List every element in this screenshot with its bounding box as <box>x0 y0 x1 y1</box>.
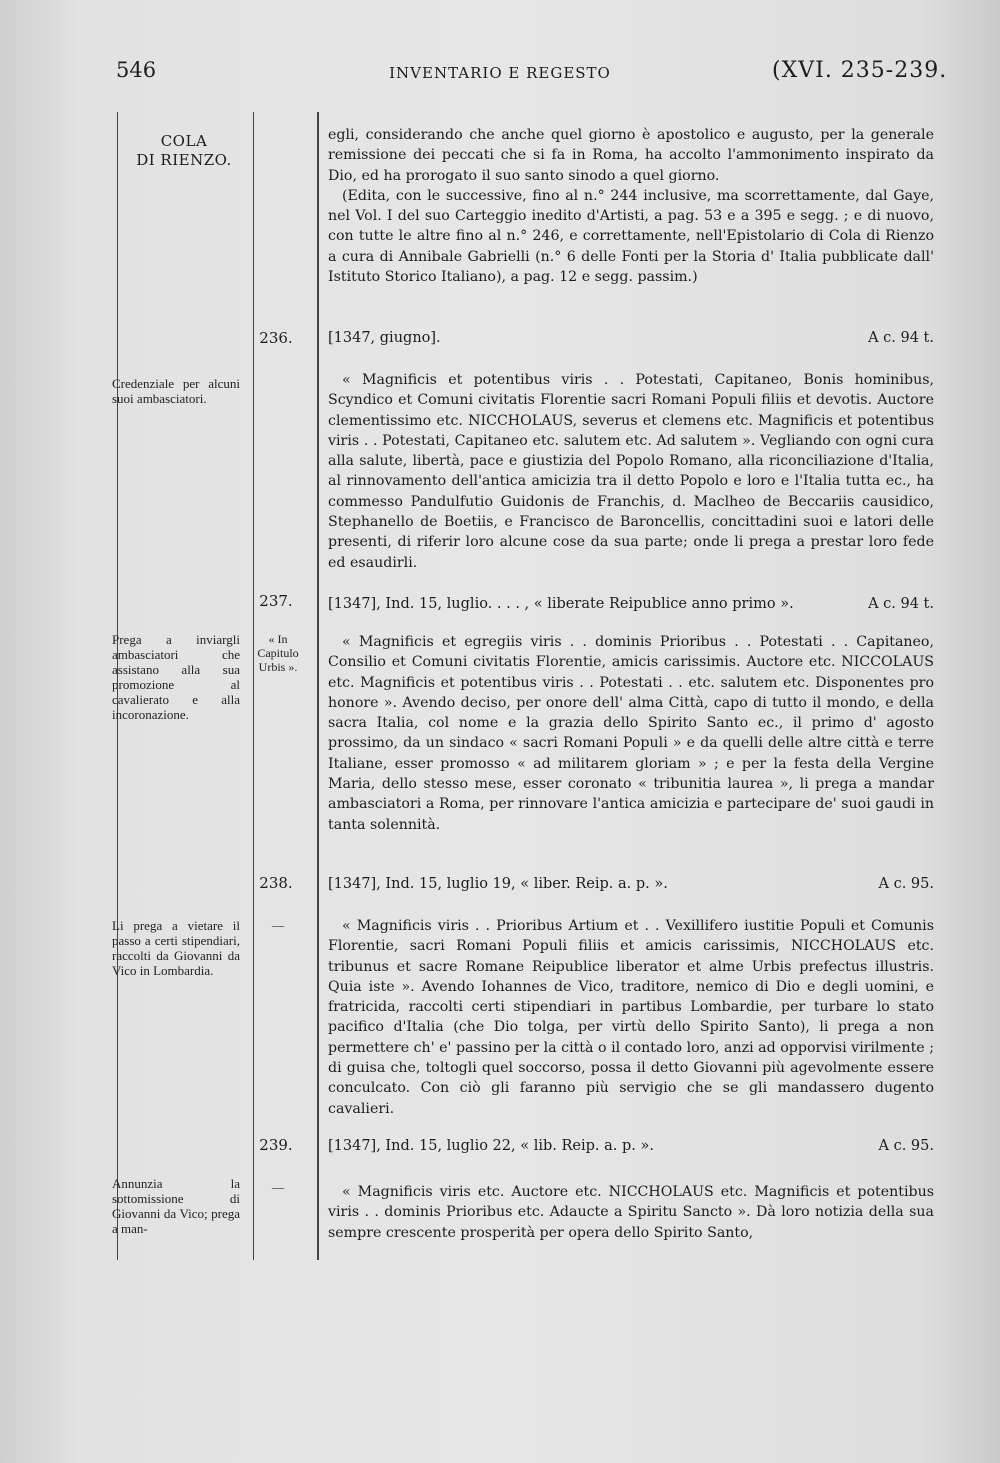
entry-text: « Magnificis et potentibus viris . . Potestati, Capitaneo, Bonis hominibus, Scyndico et Comuni civitatis Florentie sacri Romani Populi filiis et devotis. Auctore clementissimo etc. NICCHOLAUS, severus et clemens etc. Magnificis et potentibus viris . . Potestati, Capitaneo etc. salutem etc. Ad salutem ». Vegliando con ogni cura alla salute, libertà, pace e giustizia del Popolo Romano, alla riconciliazione d'Italia, al rinnovamento dell'antica amicizia tra il detto Popolo e loro e l'Italia tutta ec., ha commesso Pandulfutio Guidonis de Franchis, d. Maclheo de Beccariis causidico, Stephanello de Boetiis, e Francisco de Baroncellis, concittadini suoi e latori delle presenti, di riferir loro alcune cose da sua parte; onde li prega a prestar loro fede ed esaudirli. <box>328 372 934 571</box>
entry-summary: Annunzia la sottomissione di Giovanni da Vico; prega a man- <box>112 1176 240 1236</box>
entry-place-note: — <box>272 918 284 932</box>
entry-text: « Magnificis viris . . Prioribus Artium et . . Vexillifero iustitie Populi et Comunis Florentie, sacri Romani Populi filiis et amicis carissimis, NICCHOLAUS etc. tribunus et sacre Romane Reipublice liberator et alme Urbis prefectus illustris. Quia iste ». Avendo Iohannes de Vico, traditore, nemico di Dio e degli uomini, e fratricida, raccolti certi stipendiari in partibus Lombardie, per turbare lo stato pacifico d'Italia (che Dio tolga, per virtù dello Spirito Santo), li prega a non permettere ch' e' passino per la città o il contado loro, anzi ad opporvisi virilmente ; di guisa che, toltogli quel soccorso, possa il detto Giovanni più agevolmente essere conculcato. Con ciò gli faranno più servigio che se gli mandassero dugento cavalieri. <box>328 918 934 1117</box>
entry-summary: Credenziale per alcuni suoi ambasciatori. <box>112 376 240 406</box>
entry-date: [1347], Ind. 15, luglio 22, « lib. Reip. a. p. ». <box>328 1138 654 1154</box>
entry-date: [1347], Ind. 15, luglio 19, « liber. Reip. a. p. ». <box>328 876 668 892</box>
sidebar-title-line-2: DI RIENZO. <box>136 151 232 169</box>
continuation-block <box>328 125 934 287</box>
entry-number: 237. <box>259 592 293 610</box>
archive-reference: A c. 94 t. <box>868 596 934 612</box>
entry-heading <box>328 1138 934 1154</box>
entry-date: [1347], Ind. 15, luglio. . . . , « liberate Reipublice anno primo ». <box>328 596 794 612</box>
entry-number: 236. <box>259 329 293 347</box>
edition-note: (Edita, con le successive, fino al n.° 244 inclusive, ma scorrettamente, dal Gaye, nel Vol. I del suo Carteggio inedito d'Artisti, a pag. 53 e a 395 e segg. ; e di nuovo, con tutte le altre fino al n.° 246, e correttamente, nell'Epistolario di Cola di Rienzo a cura di Annibale Gabrielli (n.° 6 delle Fonti per la Storia d' Italia pubblicate dall' Istituto Storico Italiano), a pag. 12 e segg. passim.) <box>328 187 934 286</box>
entry-text: « Magnificis viris etc. Auctore etc. NICCHOLAUS etc. Magnificis et potentibus viris . . dominis Prioribus etc. Adaucte a Spiritu Sancto ». Dà loro notizia della sua sempre crescente prosperità per opera dello Spirito Santo, <box>328 1184 934 1241</box>
entry-heading <box>328 330 934 346</box>
text-column-rule <box>317 112 319 1260</box>
archive-reference: A c. 95. <box>878 876 934 892</box>
entry-heading <box>328 596 934 612</box>
entry-place-note: « In Capitulo Urbis ». <box>257 632 299 674</box>
archive-reference: A c. 94 t. <box>868 330 934 346</box>
entry-text: « Magnificis et egregiis viris . . dominis Prioribus . . Potestati . . Capitaneo, Consilio et Comuni civitatis Florentie, amicis carissimis. Auctore etc. NICCOLAUS etc. Magnificis et potentibus viris . . Potestati . . etc. salutem etc. Disponentes pro honore ». Avendo deciso, per onore dell' alma Città, capo di tutto il mondo, e della sacra Italia, col nome e la grazia dello Spirito Santo ec., il primo d' agosto prossimo, da un sindaco « sacri Romani Populi » e da quelli delle altre città e terre Italiane, esser promosso « ad militarem gloriam » ; e per la festa della Vergine Maria, dello stesso mese, esser coronato « tribunitia laurea », li prega a mandar ambasciatori a Roma, per rinnovare l'antica amicizia e partecipare de' suoi gaudi in tanta solennità. <box>328 634 934 833</box>
page-number: 546 <box>116 58 157 82</box>
continuation-text: egli, considerando che anche quel giorno è apostolico e augusto, per la generale remissione dei peccati che si fa in Roma, ha accolto l'ammonimento inspirato da Dio, ed ha prorogato il suo santo sinodo a quel giorno. <box>328 127 934 184</box>
running-title: INVENTARIO E REGESTO <box>389 64 611 82</box>
document-range: (XVI. 235-239. <box>772 58 948 83</box>
entry-number: 239. <box>259 1136 293 1154</box>
entry-place-note: — <box>272 1180 284 1194</box>
sidebar-title <box>118 132 250 170</box>
entry-date: [1347, giugno]. <box>328 330 441 346</box>
summary-column-rule <box>253 112 254 1260</box>
sidebar-title-line-1: COLA <box>160 132 208 150</box>
entry-number: 238. <box>259 874 293 892</box>
entry-summary: Prega a inviargli ambasciatori che assistano alla sua promozione al cavalierato e alla incoronazione. <box>112 632 240 722</box>
entry-heading <box>328 876 934 892</box>
archive-reference: A c. 95. <box>878 1138 934 1154</box>
entry-summary: Li prega a vietare il passo a certi stipendiari, raccolti da Giovanni da Vico in Lombardia. <box>112 918 240 978</box>
